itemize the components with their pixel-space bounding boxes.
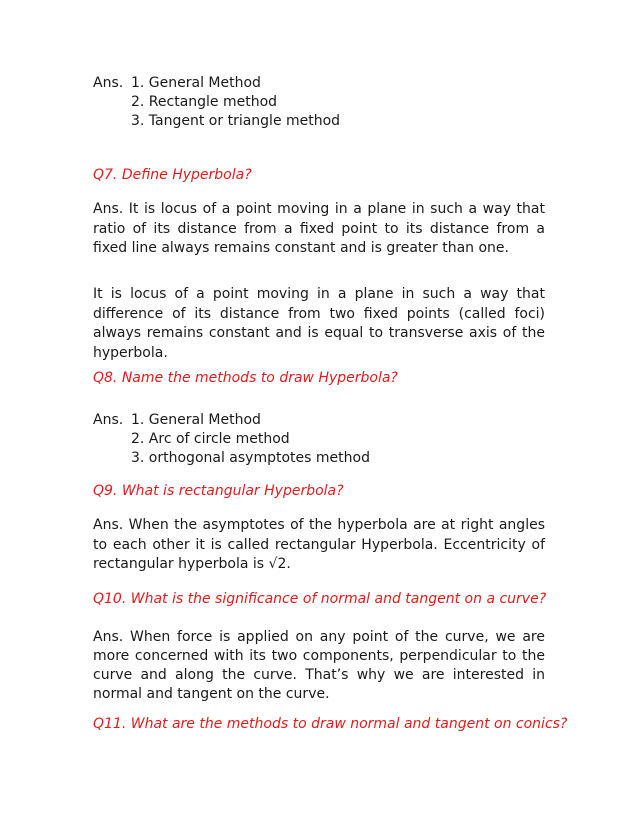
q11-question: Q11. What are the methods to draw normal and tangent on conics? [93, 716, 568, 732]
q10-question: Q10. What is the significance of normal and tangent on a curve? [93, 591, 547, 607]
q8-question: Q8. Name the methods to draw Hyperbola? [93, 370, 398, 386]
q9-answer: Ans. When the asymptotes of the hyperbola are at right angles to each other it is called rectangular Hyperbola. Eccentricity of rectangular hyperbola is √2. [93, 517, 545, 572]
q7-answer-para2: It is locus of a point moving in a plane in such a way that difference of its distance from two fixed points (called foci) always remains constant and is equal to transverse axis of the hyperbola. [93, 286, 545, 361]
q9-question: Q9. What is rectangular Hyperbola? [93, 483, 344, 499]
answer-item: 1. General Method [131, 75, 261, 91]
answer-prefix: Ans. [93, 412, 124, 428]
answer-item: 2. Arc of circle method [131, 431, 290, 447]
q6-answer-list [93, 75, 545, 129]
answer-item: 2. Rectangle method [131, 94, 278, 110]
answer-prefix: Ans. [93, 75, 124, 91]
q7-answer-para1: Ans. It is locus of a point moving in a plane in such a way that ratio of its distance from a fixed point to its distance from a fixed line always remains constant and is greater than one. [93, 201, 545, 256]
q8-answer-list [93, 412, 545, 466]
answer-item: 3. orthogonal asymptotes method [131, 450, 370, 466]
q7-question: Q7. Define Hyperbola? [93, 167, 252, 183]
answer-item: 1. General Method [131, 412, 261, 428]
q10-answer: Ans. When force is applied on any point of the curve, we are more concerned with its two components, perpendicular to the curve and along the curve. That’s why we are interested in normal and tangent on the curve. [93, 629, 545, 702]
answer-item: 3. Tangent or triangle method [131, 113, 341, 129]
